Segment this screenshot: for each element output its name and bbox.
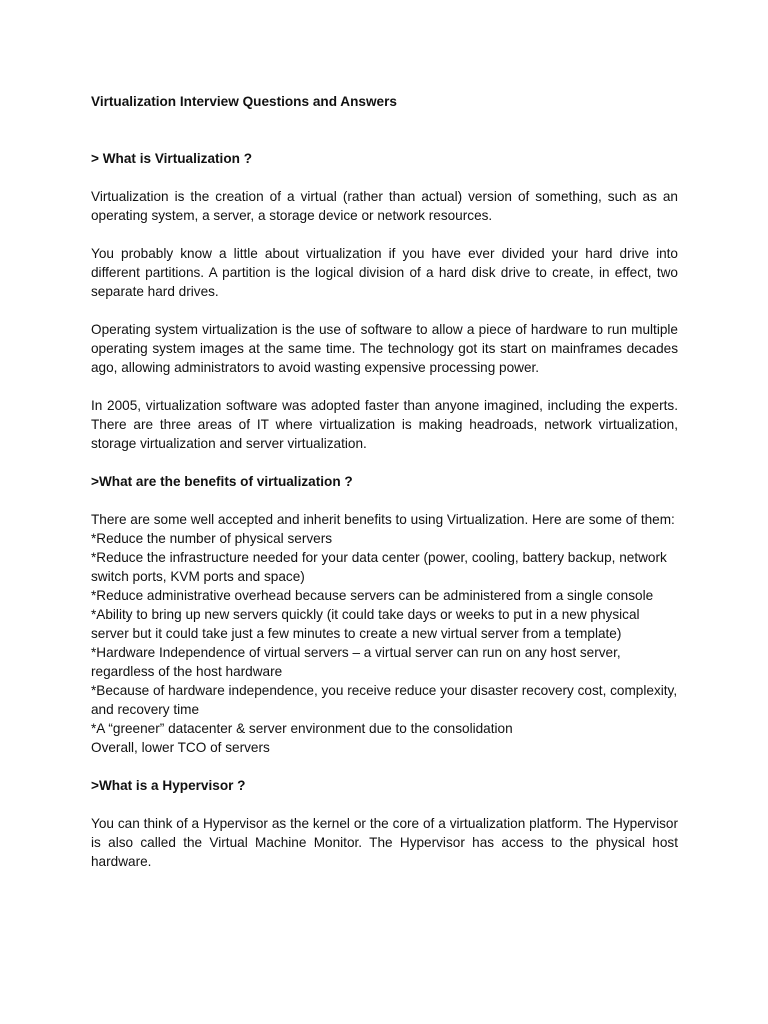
- list-item: *Hardware Independence of virtual servers – a virtual server can run on any host server, regardless of the host hardware: [91, 645, 621, 679]
- list-item: *A “greener” datacenter & server environment due to the consolidation: [91, 721, 513, 736]
- document-body: [91, 92, 678, 890]
- list-item: *Ability to bring up new servers quickly (it could take days or weeks to put in a new physical server but it could take just a few minutes to create a new virtual server from a template): [91, 607, 640, 641]
- paragraph: Operating system virtualization is the use of software to allow a piece of hardware to run multiple operating system images at the same time. The technology got its start on mainframes decades ago, allowing administrators to avoid wasting expensive processing power.: [91, 322, 678, 375]
- benefits-list: [91, 510, 678, 757]
- paragraph: Virtualization is the creation of a virtual (rather than actual) version of something, such as an operating system, a server, a storage device or network resources.: [91, 189, 678, 223]
- list-item: *Reduce administrative overhead because servers can be administered from a single console: [91, 588, 654, 603]
- paragraph: You probably know a little about virtualization if you have ever divided your hard drive into different partitions. A partition is the logical division of a hard disk drive to create, in effect, two separate hard drives.: [91, 246, 678, 299]
- list-item: *Reduce the infrastructure needed for your data center (power, cooling, battery backup, network switch ports, KVM ports and space): [91, 550, 667, 584]
- list-item: *Because of hardware independence, you receive reduce your disaster recovery cost, complexity, and recovery time: [91, 683, 678, 717]
- section-heading-hypervisor: >What is a Hypervisor ?: [91, 778, 246, 793]
- benefits-intro: There are some well accepted and inherit benefits to using Virtualization. Here are some of them:: [91, 512, 675, 527]
- paragraph: You can think of a Hypervisor as the kernel or the core of a virtualization platform. The Hypervisor is also called the Virtual Machine Monitor. The Hypervisor has access to the physical host hardware.: [91, 816, 678, 869]
- document-title: Virtualization Interview Questions and Answers: [91, 94, 397, 109]
- section-heading-what-is-virtualization: > What is Virtualization ?: [91, 151, 253, 166]
- list-item: Overall, lower TCO of servers: [91, 740, 270, 755]
- list-item: *Reduce the number of physical servers: [91, 531, 333, 546]
- section-heading-benefits: >What are the benefits of virtualization ?: [91, 474, 353, 489]
- paragraph: In 2005, virtualization software was adopted faster than anyone imagined, including the experts. There are three areas of IT where virtualization is making headroads, network virtualization, storage virtualization and server virtualization.: [91, 398, 678, 451]
